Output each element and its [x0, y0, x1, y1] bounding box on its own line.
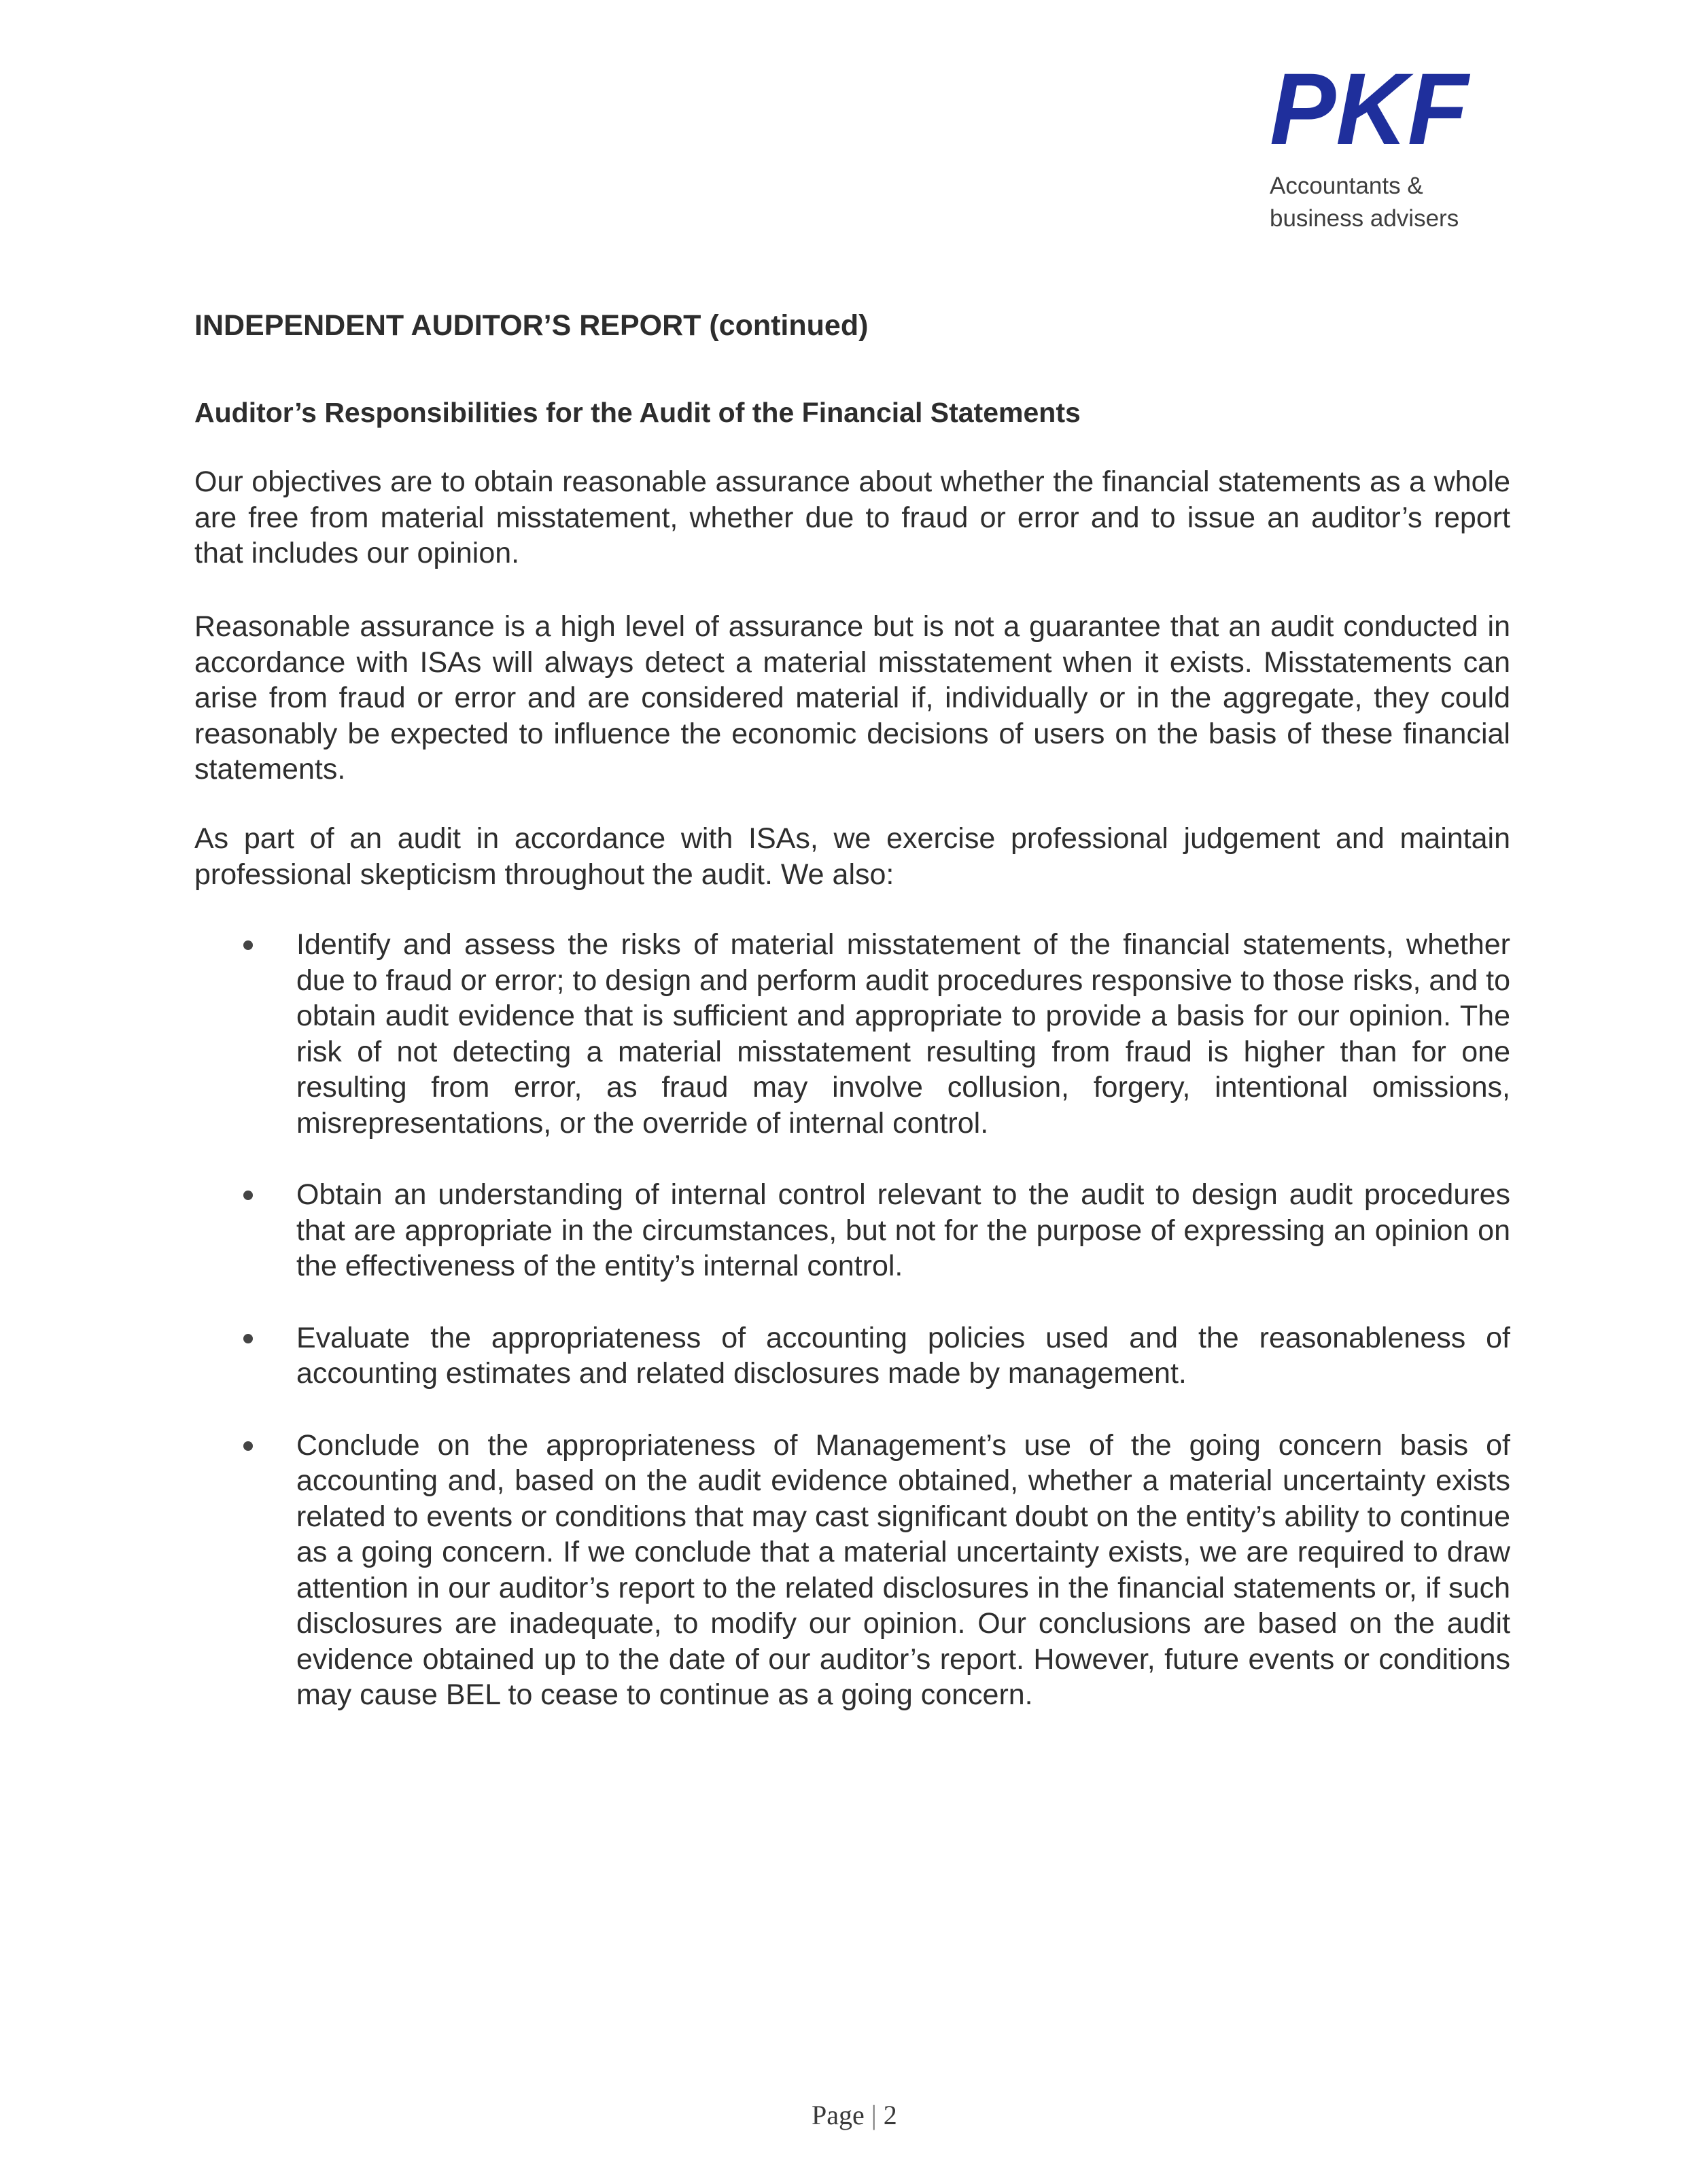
bullet-icon: [243, 940, 253, 950]
bullet-icon: [243, 1334, 253, 1343]
paragraph-objectives: Our objectives are to obtain reasonable assurance about whether the financial statements as a whole are free from material misstatement, whether due to fraud or error and to issue an auditor’s report that includes our opinion.: [194, 465, 1510, 569]
list-item-text: Evaluate the appropriateness of accounting policies used and the reasonableness of accounting estimates and related disclosures made by management.: [296, 1321, 1510, 1390]
section-heading: Auditor’s Responsibilities for the Audit of the Financial Statements: [194, 397, 1081, 428]
list-item-text: Obtain an understanding of internal control relevant to the audit to design audit procedures that are appropriate in the circumstances, but not for the purpose of expressing an opinion on the effectiveness of the entity’s internal control.: [296, 1178, 1510, 1282]
paragraph-reasonable-assurance: Reasonable assurance is a high level of assurance but is not a guarantee that an audit conducted in accordance with ISAs will always detect a material misstatement when it exists. Misstatements can arise from fraud or error and are considered material if, individually or in the aggregate, they could reasonably be expected to influence the economic decisions of users on the basis of these financial statements.: [194, 610, 1510, 786]
list-item-text: Identify and assess the risks of material misstatement of the financial statements, whether due to fraud or error; to design and perform audit procedures responsive to those risks, and to obtain audit evidence that is sufficient and appropriate to provide a basis for our opinion. The risk of not detecting a material misstatement resulting from fraud is higher than for one resulting from error, as fraud may involve collusion, forgery, intentional omissions, misrepresentations, or the override of internal control.: [296, 928, 1510, 1140]
tagline-line-1: Accountants &: [1270, 173, 1423, 199]
bullet-icon: [243, 1191, 253, 1200]
paragraph-audit-approach: As part of an audit in accordance with ISAs, we exercise professional judgement and maintain professional skepticism throughout the audit. We also:: [194, 822, 1510, 891]
list-item: [194, 927, 1510, 1141]
report-title: INDEPENDENT AUDITOR’S REPORT (continued): [194, 309, 869, 342]
tagline: [1270, 170, 1459, 235]
page-number: 2: [883, 2100, 897, 2130]
bullet-icon: [243, 1441, 253, 1451]
list-item: [194, 1177, 1510, 1284]
tagline-line-2: business advisers: [1270, 205, 1459, 232]
responsibilities-list: [194, 927, 1510, 1749]
page-separator: |: [871, 2100, 877, 2130]
list-item-text: Conclude on the appropriateness of Management’s use of the going concern basis of accounting and, based on the audit evidence obtained, whether a material uncertainty exists related to events or conditions that may cast significant doubt on the entity’s ability to continue as a going concern. If we conclude that a material uncertainty exists, we are required to draw attention in our auditor’s report to the related disclosures in the financial statements or, if such disclosures are inadequate, to modify our opinion. Our conclusions are based on the audit evidence obtained up to the date of our auditor’s report. However, future events or conditions may cause BEL to cease to continue as a going concern.: [296, 1428, 1510, 1711]
page-label: Page: [812, 2100, 865, 2130]
logo-text: PKF: [1270, 58, 1471, 154]
pkf-logo-graphic: [1270, 58, 1471, 154]
pkf-logo: [1270, 58, 1471, 154]
list-item: [194, 1428, 1510, 1713]
list-item: [194, 1320, 1510, 1392]
page-footer: [812, 2098, 897, 2132]
